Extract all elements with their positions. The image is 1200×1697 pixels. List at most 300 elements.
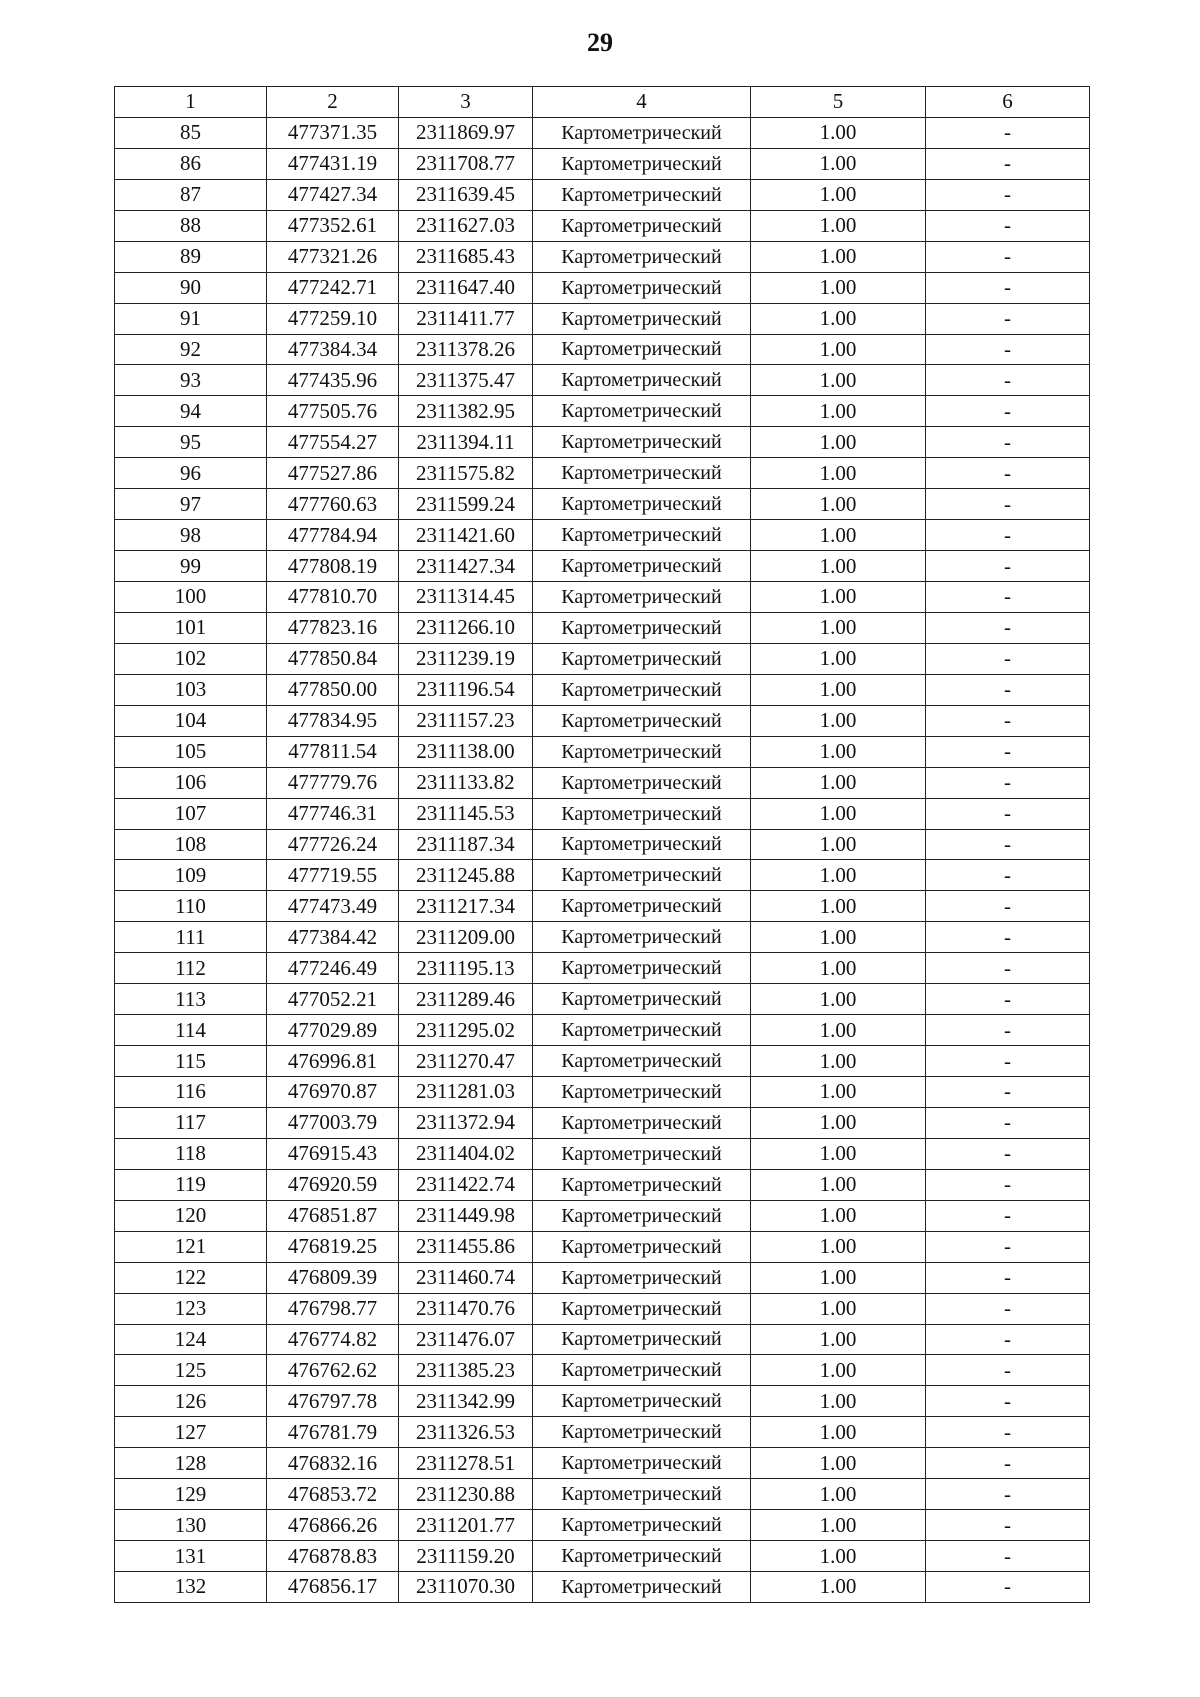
x-coordinate-cell: 477810.70 — [267, 582, 399, 613]
y-coordinate-cell: 2311342.99 — [399, 1386, 533, 1417]
method-cell: Картометрический — [533, 736, 751, 767]
method-cell: Картометрический — [533, 674, 751, 705]
y-coordinate-cell: 2311708.77 — [399, 148, 533, 179]
note-cell: - — [926, 1169, 1090, 1200]
note-cell: - — [926, 241, 1090, 272]
y-coordinate-cell: 2311314.45 — [399, 582, 533, 613]
point-number-cell: 121 — [115, 1231, 267, 1262]
method-cell: Картометрический — [533, 1479, 751, 1510]
x-coordinate-cell: 477052.21 — [267, 984, 399, 1015]
y-coordinate-cell: 2311647.40 — [399, 272, 533, 303]
point-number-cell: 129 — [115, 1479, 267, 1510]
point-number-cell: 96 — [115, 458, 267, 489]
table-row — [115, 396, 1090, 427]
y-coordinate-cell: 2311470.76 — [399, 1293, 533, 1324]
note-cell: - — [926, 612, 1090, 643]
method-cell: Картометрический — [533, 1510, 751, 1541]
table-row — [115, 1324, 1090, 1355]
table-row — [115, 117, 1090, 148]
y-coordinate-cell: 2311575.82 — [399, 458, 533, 489]
method-cell: Картометрический — [533, 860, 751, 891]
accuracy-cell: 1.00 — [751, 179, 926, 210]
method-cell: Картометрический — [533, 984, 751, 1015]
note-cell: - — [926, 303, 1090, 334]
column-header: 2 — [267, 87, 399, 118]
table-row — [115, 1200, 1090, 1231]
table-row — [115, 922, 1090, 953]
note-cell: - — [926, 798, 1090, 829]
y-coordinate-cell: 2311375.47 — [399, 365, 533, 396]
x-coordinate-cell: 477384.34 — [267, 334, 399, 365]
y-coordinate-cell: 2311421.60 — [399, 520, 533, 551]
method-cell: Картометрический — [533, 829, 751, 860]
accuracy-cell: 1.00 — [751, 1572, 926, 1603]
table-row — [115, 1386, 1090, 1417]
note-cell: - — [926, 1324, 1090, 1355]
x-coordinate-cell: 477811.54 — [267, 736, 399, 767]
accuracy-cell: 1.00 — [751, 1510, 926, 1541]
y-coordinate-cell: 2311138.00 — [399, 736, 533, 767]
method-cell: Картометрический — [533, 179, 751, 210]
table-row — [115, 179, 1090, 210]
method-cell: Картометрический — [533, 767, 751, 798]
point-number-cell: 108 — [115, 829, 267, 860]
table-row — [115, 1262, 1090, 1293]
y-coordinate-cell: 2311627.03 — [399, 210, 533, 241]
table-row — [115, 612, 1090, 643]
x-coordinate-cell: 477427.34 — [267, 179, 399, 210]
accuracy-cell: 1.00 — [751, 396, 926, 427]
point-number-cell: 125 — [115, 1355, 267, 1386]
x-coordinate-cell: 476851.87 — [267, 1200, 399, 1231]
method-cell: Картометрический — [533, 148, 751, 179]
note-cell: - — [926, 891, 1090, 922]
point-number-cell: 97 — [115, 489, 267, 520]
x-coordinate-cell: 476866.26 — [267, 1510, 399, 1541]
method-cell: Картометрический — [533, 551, 751, 582]
accuracy-cell: 1.00 — [751, 1324, 926, 1355]
point-number-cell: 131 — [115, 1541, 267, 1572]
method-cell: Картометрический — [533, 1169, 751, 1200]
method-cell: Картометрический — [533, 798, 751, 829]
y-coordinate-cell: 2311070.30 — [399, 1572, 533, 1603]
table-row — [115, 829, 1090, 860]
note-cell: - — [926, 458, 1090, 489]
x-coordinate-cell: 476781.79 — [267, 1417, 399, 1448]
table-header-row — [115, 87, 1090, 118]
x-coordinate-cell: 476970.87 — [267, 1077, 399, 1108]
method-cell: Картометрический — [533, 1262, 751, 1293]
table-row — [115, 1293, 1090, 1324]
point-number-cell: 118 — [115, 1138, 267, 1169]
x-coordinate-cell: 477808.19 — [267, 551, 399, 582]
note-cell: - — [926, 1107, 1090, 1138]
method-cell: Картометрический — [533, 1231, 751, 1262]
y-coordinate-cell: 2311449.98 — [399, 1200, 533, 1231]
note-cell: - — [926, 1138, 1090, 1169]
point-number-cell: 109 — [115, 860, 267, 891]
note-cell: - — [926, 1417, 1090, 1448]
note-cell: - — [926, 1572, 1090, 1603]
column-header: 1 — [115, 87, 267, 118]
note-cell: - — [926, 829, 1090, 860]
point-number-cell: 87 — [115, 179, 267, 210]
accuracy-cell: 1.00 — [751, 1262, 926, 1293]
x-coordinate-cell: 477029.89 — [267, 1015, 399, 1046]
accuracy-cell: 1.00 — [751, 612, 926, 643]
point-number-cell: 95 — [115, 427, 267, 458]
table-row — [115, 674, 1090, 705]
note-cell: - — [926, 953, 1090, 984]
table-row — [115, 1541, 1090, 1572]
note-cell: - — [926, 1510, 1090, 1541]
note-cell: - — [926, 272, 1090, 303]
y-coordinate-cell: 2311378.26 — [399, 334, 533, 365]
table-row — [115, 1510, 1090, 1541]
y-coordinate-cell: 2311209.00 — [399, 922, 533, 953]
accuracy-cell: 1.00 — [751, 1479, 926, 1510]
table-row — [115, 1015, 1090, 1046]
column-header: 6 — [926, 87, 1090, 118]
method-cell: Картометрический — [533, 922, 751, 953]
x-coordinate-cell: 477850.84 — [267, 643, 399, 674]
coordinates-table — [114, 86, 1090, 1603]
y-coordinate-cell: 2311382.95 — [399, 396, 533, 427]
accuracy-cell: 1.00 — [751, 1077, 926, 1108]
point-number-cell: 127 — [115, 1417, 267, 1448]
table-row — [115, 427, 1090, 458]
table-row — [115, 303, 1090, 334]
method-cell: Картометрический — [533, 891, 751, 922]
table-row — [115, 1355, 1090, 1386]
note-cell: - — [926, 922, 1090, 953]
x-coordinate-cell: 477554.27 — [267, 427, 399, 458]
note-cell: - — [926, 582, 1090, 613]
accuracy-cell: 1.00 — [751, 117, 926, 148]
column-header: 3 — [399, 87, 533, 118]
method-cell: Картометрический — [533, 643, 751, 674]
accuracy-cell: 1.00 — [751, 767, 926, 798]
y-coordinate-cell: 2311295.02 — [399, 1015, 533, 1046]
method-cell: Картометрический — [533, 953, 751, 984]
y-coordinate-cell: 2311422.74 — [399, 1169, 533, 1200]
x-coordinate-cell: 477746.31 — [267, 798, 399, 829]
x-coordinate-cell: 477003.79 — [267, 1107, 399, 1138]
x-coordinate-cell: 477527.86 — [267, 458, 399, 489]
method-cell: Картометрический — [533, 1293, 751, 1324]
point-number-cell: 94 — [115, 396, 267, 427]
y-coordinate-cell: 2311639.45 — [399, 179, 533, 210]
table-row — [115, 643, 1090, 674]
note-cell: - — [926, 365, 1090, 396]
table-row — [115, 334, 1090, 365]
point-number-cell: 100 — [115, 582, 267, 613]
accuracy-cell: 1.00 — [751, 643, 926, 674]
table-row — [115, 767, 1090, 798]
table-row — [115, 798, 1090, 829]
y-coordinate-cell: 2311372.94 — [399, 1107, 533, 1138]
note-cell: - — [926, 210, 1090, 241]
accuracy-cell: 1.00 — [751, 1046, 926, 1077]
y-coordinate-cell: 2311270.47 — [399, 1046, 533, 1077]
method-cell: Картометрический — [533, 489, 751, 520]
accuracy-cell: 1.00 — [751, 1541, 926, 1572]
accuracy-cell: 1.00 — [751, 1200, 926, 1231]
method-cell: Картометрический — [533, 1324, 751, 1355]
point-number-cell: 130 — [115, 1510, 267, 1541]
x-coordinate-cell: 477321.26 — [267, 241, 399, 272]
x-coordinate-cell: 477784.94 — [267, 520, 399, 551]
x-coordinate-cell: 476878.83 — [267, 1541, 399, 1572]
note-cell: - — [926, 1541, 1090, 1572]
point-number-cell: 113 — [115, 984, 267, 1015]
note-cell: - — [926, 520, 1090, 551]
point-number-cell: 111 — [115, 922, 267, 953]
note-cell: - — [926, 1262, 1090, 1293]
accuracy-cell: 1.00 — [751, 1293, 926, 1324]
accuracy-cell: 1.00 — [751, 1417, 926, 1448]
point-number-cell: 114 — [115, 1015, 267, 1046]
note-cell: - — [926, 705, 1090, 736]
method-cell: Картометрический — [533, 520, 751, 551]
note-cell: - — [926, 117, 1090, 148]
point-number-cell: 99 — [115, 551, 267, 582]
method-cell: Картометрический — [533, 1138, 751, 1169]
x-coordinate-cell: 476798.77 — [267, 1293, 399, 1324]
note-cell: - — [926, 489, 1090, 520]
table-row — [115, 1479, 1090, 1510]
y-coordinate-cell: 2311196.54 — [399, 674, 533, 705]
y-coordinate-cell: 2311230.88 — [399, 1479, 533, 1510]
method-cell: Картометрический — [533, 1107, 751, 1138]
y-coordinate-cell: 2311685.43 — [399, 241, 533, 272]
x-coordinate-cell: 477242.71 — [267, 272, 399, 303]
y-coordinate-cell: 2311385.23 — [399, 1355, 533, 1386]
point-number-cell: 93 — [115, 365, 267, 396]
table-row — [115, 984, 1090, 1015]
table-body — [115, 117, 1090, 1602]
x-coordinate-cell: 476915.43 — [267, 1138, 399, 1169]
table-row — [115, 148, 1090, 179]
accuracy-cell: 1.00 — [751, 582, 926, 613]
table-row — [115, 582, 1090, 613]
point-number-cell: 117 — [115, 1107, 267, 1138]
x-coordinate-cell: 477435.96 — [267, 365, 399, 396]
accuracy-cell: 1.00 — [751, 1015, 926, 1046]
point-number-cell: 122 — [115, 1262, 267, 1293]
method-cell: Картометрический — [533, 705, 751, 736]
point-number-cell: 128 — [115, 1448, 267, 1479]
accuracy-cell: 1.00 — [751, 984, 926, 1015]
x-coordinate-cell: 477834.95 — [267, 705, 399, 736]
method-cell: Картометрический — [533, 1386, 751, 1417]
method-cell: Картометрический — [533, 458, 751, 489]
point-number-cell: 112 — [115, 953, 267, 984]
table-row — [115, 953, 1090, 984]
method-cell: Картометрический — [533, 612, 751, 643]
point-number-cell: 102 — [115, 643, 267, 674]
x-coordinate-cell: 477760.63 — [267, 489, 399, 520]
note-cell: - — [926, 1046, 1090, 1077]
y-coordinate-cell: 2311281.03 — [399, 1077, 533, 1108]
column-header: 5 — [751, 87, 926, 118]
accuracy-cell: 1.00 — [751, 922, 926, 953]
point-number-cell: 106 — [115, 767, 267, 798]
accuracy-cell: 1.00 — [751, 953, 926, 984]
table-row — [115, 736, 1090, 767]
x-coordinate-cell: 477431.19 — [267, 148, 399, 179]
x-coordinate-cell: 477726.24 — [267, 829, 399, 860]
note-cell: - — [926, 1015, 1090, 1046]
x-coordinate-cell: 477823.16 — [267, 612, 399, 643]
point-number-cell: 115 — [115, 1046, 267, 1077]
note-cell: - — [926, 427, 1090, 458]
x-coordinate-cell: 476762.62 — [267, 1355, 399, 1386]
method-cell: Картометрический — [533, 117, 751, 148]
table-row — [115, 365, 1090, 396]
x-coordinate-cell: 476853.72 — [267, 1479, 399, 1510]
table-row — [115, 705, 1090, 736]
point-number-cell: 107 — [115, 798, 267, 829]
accuracy-cell: 1.00 — [751, 891, 926, 922]
accuracy-cell: 1.00 — [751, 334, 926, 365]
y-coordinate-cell: 2311217.34 — [399, 891, 533, 922]
point-number-cell: 116 — [115, 1077, 267, 1108]
point-number-cell: 119 — [115, 1169, 267, 1200]
method-cell: Картометрический — [533, 334, 751, 365]
accuracy-cell: 1.00 — [751, 674, 926, 705]
x-coordinate-cell: 477505.76 — [267, 396, 399, 427]
accuracy-cell: 1.00 — [751, 860, 926, 891]
point-number-cell: 85 — [115, 117, 267, 148]
accuracy-cell: 1.00 — [751, 272, 926, 303]
accuracy-cell: 1.00 — [751, 829, 926, 860]
note-cell: - — [926, 148, 1090, 179]
method-cell: Картометрический — [533, 303, 751, 334]
table-row — [115, 1046, 1090, 1077]
x-coordinate-cell: 476996.81 — [267, 1046, 399, 1077]
point-number-cell: 88 — [115, 210, 267, 241]
x-coordinate-cell: 477246.49 — [267, 953, 399, 984]
accuracy-cell: 1.00 — [751, 705, 926, 736]
accuracy-cell: 1.00 — [751, 736, 926, 767]
point-number-cell: 103 — [115, 674, 267, 705]
note-cell: - — [926, 736, 1090, 767]
point-number-cell: 86 — [115, 148, 267, 179]
accuracy-cell: 1.00 — [751, 520, 926, 551]
note-cell: - — [926, 551, 1090, 582]
accuracy-cell: 1.00 — [751, 427, 926, 458]
note-cell: - — [926, 1355, 1090, 1386]
point-number-cell: 101 — [115, 612, 267, 643]
y-coordinate-cell: 2311460.74 — [399, 1262, 533, 1293]
note-cell: - — [926, 334, 1090, 365]
x-coordinate-cell: 476809.39 — [267, 1262, 399, 1293]
y-coordinate-cell: 2311278.51 — [399, 1448, 533, 1479]
method-cell: Картометрический — [533, 1355, 751, 1386]
method-cell: Картометрический — [533, 1448, 751, 1479]
accuracy-cell: 1.00 — [751, 210, 926, 241]
y-coordinate-cell: 2311411.77 — [399, 303, 533, 334]
y-coordinate-cell: 2311187.34 — [399, 829, 533, 860]
note-cell: - — [926, 643, 1090, 674]
y-coordinate-cell: 2311427.34 — [399, 551, 533, 582]
point-number-cell: 92 — [115, 334, 267, 365]
accuracy-cell: 1.00 — [751, 241, 926, 272]
table-row — [115, 1448, 1090, 1479]
table-row — [115, 458, 1090, 489]
note-cell: - — [926, 1293, 1090, 1324]
method-cell: Картометрический — [533, 1046, 751, 1077]
method-cell: Картометрический — [533, 365, 751, 396]
x-coordinate-cell: 477259.10 — [267, 303, 399, 334]
method-cell: Картометрический — [533, 1200, 751, 1231]
x-coordinate-cell: 476774.82 — [267, 1324, 399, 1355]
y-coordinate-cell: 2311394.11 — [399, 427, 533, 458]
accuracy-cell: 1.00 — [751, 303, 926, 334]
x-coordinate-cell: 477779.76 — [267, 767, 399, 798]
y-coordinate-cell: 2311289.46 — [399, 984, 533, 1015]
table-row — [115, 551, 1090, 582]
x-coordinate-cell: 476856.17 — [267, 1572, 399, 1603]
point-number-cell: 90 — [115, 272, 267, 303]
accuracy-cell: 1.00 — [751, 551, 926, 582]
x-coordinate-cell: 477473.49 — [267, 891, 399, 922]
y-coordinate-cell: 2311195.13 — [399, 953, 533, 984]
accuracy-cell: 1.00 — [751, 148, 926, 179]
table-row — [115, 891, 1090, 922]
point-number-cell: 91 — [115, 303, 267, 334]
method-cell: Картометрический — [533, 582, 751, 613]
y-coordinate-cell: 2311599.24 — [399, 489, 533, 520]
y-coordinate-cell: 2311476.07 — [399, 1324, 533, 1355]
method-cell: Картометрический — [533, 210, 751, 241]
point-number-cell: 120 — [115, 1200, 267, 1231]
accuracy-cell: 1.00 — [751, 1169, 926, 1200]
accuracy-cell: 1.00 — [751, 458, 926, 489]
y-coordinate-cell: 2311245.88 — [399, 860, 533, 891]
table-row — [115, 1138, 1090, 1169]
point-number-cell: 132 — [115, 1572, 267, 1603]
note-cell: - — [926, 860, 1090, 891]
point-number-cell: 123 — [115, 1293, 267, 1324]
column-header: 4 — [533, 87, 751, 118]
method-cell: Картометрический — [533, 1572, 751, 1603]
x-coordinate-cell: 476819.25 — [267, 1231, 399, 1262]
method-cell: Картометрический — [533, 1417, 751, 1448]
accuracy-cell: 1.00 — [751, 1107, 926, 1138]
y-coordinate-cell: 2311145.53 — [399, 798, 533, 829]
accuracy-cell: 1.00 — [751, 798, 926, 829]
note-cell: - — [926, 179, 1090, 210]
table-row — [115, 210, 1090, 241]
note-cell: - — [926, 1077, 1090, 1108]
accuracy-cell: 1.00 — [751, 1386, 926, 1417]
y-coordinate-cell: 2311869.97 — [399, 117, 533, 148]
point-number-cell: 126 — [115, 1386, 267, 1417]
method-cell: Картометрический — [533, 272, 751, 303]
method-cell: Картометрический — [533, 1541, 751, 1572]
x-coordinate-cell: 477850.00 — [267, 674, 399, 705]
table-row — [115, 1231, 1090, 1262]
point-number-cell: 124 — [115, 1324, 267, 1355]
table-row — [115, 272, 1090, 303]
accuracy-cell: 1.00 — [751, 489, 926, 520]
y-coordinate-cell: 2311201.77 — [399, 1510, 533, 1541]
note-cell: - — [926, 1231, 1090, 1262]
accuracy-cell: 1.00 — [751, 1448, 926, 1479]
y-coordinate-cell: 2311133.82 — [399, 767, 533, 798]
